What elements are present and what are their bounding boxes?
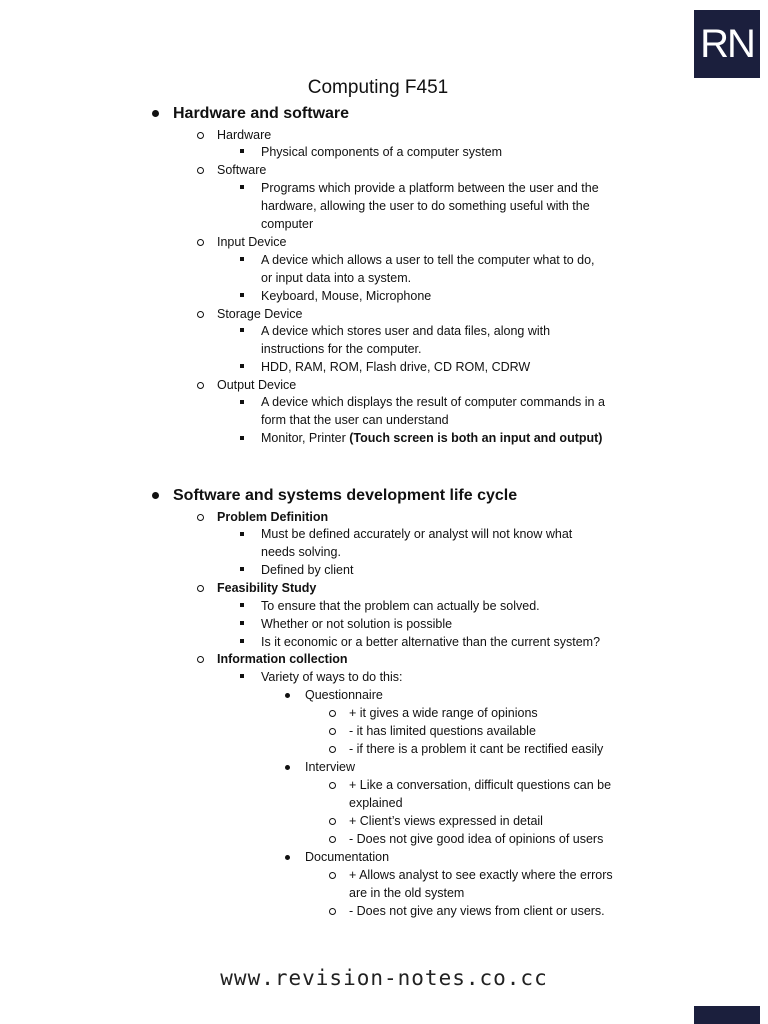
topic-storage-device: Storage Device: [217, 307, 303, 321]
bullet-circle: [329, 872, 336, 879]
list-item: computer: [261, 217, 314, 231]
bullet-square: [240, 328, 244, 332]
bullet-circle: [197, 656, 204, 663]
list-item: + it gives a wide range of opinions: [349, 706, 538, 720]
list-item: A device which stores user and data files, along with: [261, 324, 551, 338]
section-heading: Hardware and software: [173, 105, 350, 122]
bullet-dot: [152, 110, 159, 117]
list-item: HDD, RAM, ROM, Flash drive, CD ROM, CDRW: [261, 360, 531, 374]
bullet-circle: [329, 710, 336, 717]
topic-output-device: Output Device: [217, 378, 297, 392]
section-heading: Software and systems development life cycle: [173, 487, 518, 504]
bullet-dot: [285, 855, 290, 860]
list-item: Keyboard, Mouse, Microphone: [261, 289, 432, 303]
output-examples: Monitor, Printer: [261, 431, 350, 445]
list-item: Programs which provide a platform between the user and the: [261, 181, 599, 195]
bullet-circle: [329, 746, 336, 753]
bullet-circle: [197, 514, 204, 521]
list-item: [261, 429, 602, 447]
footer-url[interactable]: www.revision-notes.co.cc: [220, 966, 548, 990]
list-item: Defined by client: [261, 563, 354, 577]
bullet-dot: [285, 765, 290, 770]
page-edge-tab: [694, 1006, 760, 1024]
bullet-dot: [152, 492, 159, 499]
list-item: To ensure that the problem can actually be solved.: [261, 599, 540, 613]
bullet-circle: [197, 132, 204, 139]
bullet-circle: [197, 239, 204, 246]
bullet-square: [240, 603, 244, 607]
list-item: explained: [349, 796, 403, 810]
bullet-square: [240, 364, 244, 368]
topic-hardware: Hardware: [217, 128, 272, 142]
bullet-square: [240, 532, 244, 536]
bullet-square: [240, 185, 244, 189]
list-item: + Allows analyst to see exactly where the errors: [349, 868, 613, 882]
bullet-circle: [197, 585, 204, 592]
list-item: or input data into a system.: [261, 271, 412, 285]
list-item: + Client’s views expressed in detail: [349, 814, 543, 828]
list-item: hardware, allowing the user to do something useful with the: [261, 199, 590, 213]
bullet-circle: [329, 836, 336, 843]
bullet-circle: [197, 382, 204, 389]
list-item: - if there is a problem it cant be rectified easily: [349, 742, 604, 756]
list-item: form that the user can understand: [261, 413, 449, 427]
list-item: - Does not give good idea of opinions of users: [349, 832, 604, 846]
bullet-circle: [197, 311, 204, 318]
method-questionnaire: Questionnaire: [305, 688, 383, 702]
list-item: + Like a conversation, difficult questions can be: [349, 778, 612, 792]
bullet-square: [240, 436, 244, 440]
bullet-square: [240, 293, 244, 297]
bullet-dot: [285, 693, 290, 698]
bullet-square: [240, 621, 244, 625]
bullet-circle: [197, 167, 204, 174]
list-item: A device which displays the result of computer commands in a: [261, 395, 605, 409]
bullet-square: [240, 257, 244, 261]
list-item: Variety of ways to do this:: [261, 670, 403, 684]
list-item: are in the old system: [349, 886, 465, 900]
bullet-square: [240, 674, 244, 678]
topic-feasibility-study: Feasibility Study: [217, 581, 317, 595]
brand-logo: RN: [694, 10, 760, 78]
bullet-circle: [329, 728, 336, 735]
bullet-circle: [329, 782, 336, 789]
output-note: (Touch screen is both an input and output): [349, 431, 603, 445]
list-item: instructions for the computer.: [261, 342, 422, 356]
bullet-square: [240, 149, 244, 153]
bullet-square: [240, 567, 244, 571]
list-item: Must be defined accurately or analyst will not know what: [261, 527, 573, 541]
list-item: - it has limited questions available: [349, 724, 536, 738]
bullet-circle: [329, 818, 336, 825]
list-item: A device which allows a user to tell the computer what to do,: [261, 253, 595, 267]
document-title: Computing F451: [307, 77, 449, 98]
list-item: - Does not give any views from client or users.: [349, 904, 605, 918]
list-item: Whether or not solution is possible: [261, 617, 453, 631]
list-item: Is it economic or a better alternative than the current system?: [261, 635, 601, 649]
topic-software: Software: [217, 163, 267, 177]
list-item: Physical components of a computer system: [261, 145, 503, 159]
bullet-circle: [329, 908, 336, 915]
method-documentation: Documentation: [305, 850, 390, 864]
topic-information-collection: Information collection: [217, 652, 348, 666]
method-interview: Interview: [305, 760, 356, 774]
topic-problem-definition: Problem Definition: [217, 510, 329, 524]
bullet-square: [240, 400, 244, 404]
bullet-square: [240, 639, 244, 643]
topic-input-device: Input Device: [217, 235, 287, 249]
list-item: needs solving.: [261, 545, 341, 559]
